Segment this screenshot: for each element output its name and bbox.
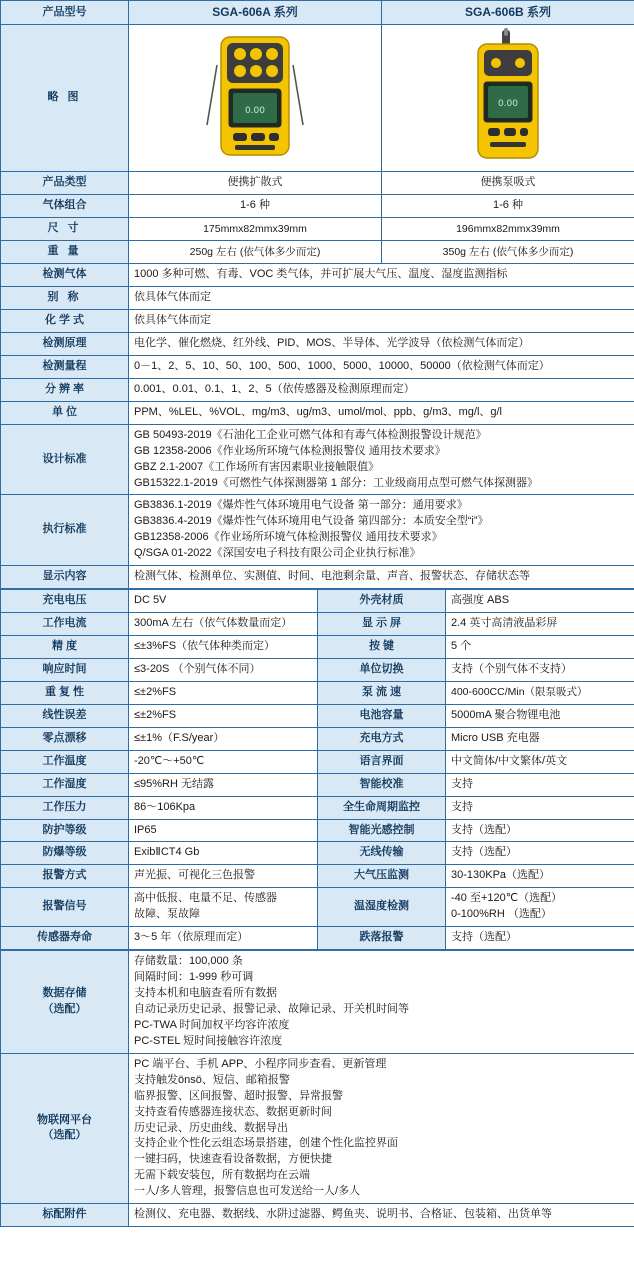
pair-left-value: -20℃～+50℃ bbox=[129, 750, 318, 773]
weight-label: 重 量 bbox=[1, 241, 129, 264]
data-storage-label-line2: （选配） bbox=[42, 1002, 87, 1015]
gas-combination-a-value: 1-6 种 bbox=[129, 195, 382, 218]
table-row-range bbox=[1, 355, 634, 378]
table-row-design-standard bbox=[1, 424, 634, 495]
iot-platform-line: 支持查看传感器连接状态、数据更新时间 bbox=[134, 1105, 332, 1118]
table-row-pair bbox=[1, 842, 634, 865]
iot-platform-line: 历史记录、历史曲线、数据导出 bbox=[134, 1121, 288, 1134]
table-row-pair bbox=[1, 636, 634, 659]
pair-left-label: 工作湿度 bbox=[1, 773, 129, 796]
iot-platform-line: 临界报警、区间报警、超时报警、异常报警 bbox=[134, 1089, 343, 1102]
pair-left-value: ≤±2%FS bbox=[129, 681, 318, 704]
pair-right-label: 无线传输 bbox=[318, 842, 446, 865]
pair-right-value: 5000mA 聚合物锂电池 bbox=[446, 704, 634, 727]
temp-humidity-value bbox=[446, 888, 634, 927]
iot-platform-label-line2: （选配） bbox=[42, 1129, 87, 1142]
pair-left-label: 报警方式 bbox=[1, 865, 129, 888]
table-row-resolution bbox=[1, 378, 634, 401]
alarm-signal-label: 报警信号 bbox=[1, 888, 129, 927]
data-storage-line: PC-STEL 短时间接触容许浓度 bbox=[134, 1034, 283, 1047]
diagram-label: 略 图 bbox=[1, 25, 129, 172]
table-row-diagram bbox=[1, 25, 634, 172]
pair-left-label: 工作电流 bbox=[1, 613, 129, 636]
pair-right-label: 单位切换 bbox=[318, 658, 446, 681]
table-row-accessories bbox=[1, 1204, 634, 1227]
table-row-alias bbox=[1, 287, 634, 310]
data-storage-line: 支持本机和电脑查看所有数据 bbox=[134, 987, 277, 1000]
pair-left-value: ≤3-20S （个别气体不同） bbox=[129, 658, 318, 681]
formula-label: 化 学 式 bbox=[1, 310, 129, 333]
design-standard-line: GBZ 2.1-2007《工作场所有害因素职业接触限值》 bbox=[134, 460, 380, 473]
range-label: 检测量程 bbox=[1, 355, 129, 378]
iot-platform-line: PC 端平台、手机 APP、小程序同步查看、更新管理 bbox=[134, 1057, 387, 1070]
display-content-label: 显示内容 bbox=[1, 566, 129, 589]
formula-value: 依具体气体而定 bbox=[129, 310, 634, 333]
pair-left-label: 响应时间 bbox=[1, 658, 129, 681]
pair-right-value: 2.4 英寸高清液晶彩屏 bbox=[446, 613, 634, 636]
product-image-b bbox=[382, 25, 634, 172]
model-label: 产品型号 bbox=[1, 1, 129, 25]
alarm-signal-value bbox=[129, 888, 318, 927]
iot-platform-list bbox=[129, 1053, 634, 1203]
pair-left-value: 86～106Kpa bbox=[129, 796, 318, 819]
unit-label: 单 位 bbox=[1, 401, 129, 424]
alias-label: 别 称 bbox=[1, 287, 129, 310]
pair-right-value: 支持（个别气体不支持） bbox=[446, 658, 634, 681]
svg-text:0.00: 0.00 bbox=[497, 99, 519, 110]
iot-platform-label bbox=[1, 1053, 129, 1203]
gas-combination-label: 气体组合 bbox=[1, 195, 129, 218]
weight-a-value: 250g 左右 (依气体多少而定) bbox=[129, 241, 382, 264]
specification-table-blocks bbox=[0, 950, 634, 1227]
temp-humidity-line: 0-100%RH （选配） bbox=[451, 908, 552, 921]
specification-table bbox=[0, 0, 634, 589]
iot-platform-line: 一人/多人管理，报警信息也可发送给一人/多人 bbox=[134, 1185, 361, 1198]
resolution-value: 0.001、0.01、0.1、1、2、5（依传感器及检测原理而定） bbox=[129, 378, 634, 401]
pair-right-value: 高强度 ABS bbox=[446, 590, 634, 613]
pair-left-label: 防爆等级 bbox=[1, 842, 129, 865]
table-row-product-type bbox=[1, 172, 634, 195]
pair-right-value: 支持（选配） bbox=[446, 819, 634, 842]
exec-standard-line: Q/SGA 01-2022《深国安电子科技有限公司企业执行标准》 bbox=[134, 547, 421, 560]
principle-label: 检测原理 bbox=[1, 332, 129, 355]
temp-humidity-label: 温湿度检测 bbox=[318, 888, 446, 927]
pair-left-label: 充电电压 bbox=[1, 590, 129, 613]
table-row-display-content bbox=[1, 566, 634, 589]
product-image-a bbox=[129, 25, 382, 172]
resolution-label: 分 辨 率 bbox=[1, 378, 129, 401]
pair-left-value: ≤95%RH 无结露 bbox=[129, 773, 318, 796]
pair-left-value: 声光振、可视化三色报警 bbox=[129, 865, 318, 888]
design-standard-line: GB 12358-2006《作业场所环境气体检测报警仪 通用技术要求》 bbox=[134, 444, 446, 457]
size-label: 尺 寸 bbox=[1, 218, 129, 241]
data-storage-line: 自动记录历史记录、报警记录、故障记录、开关机时间等 bbox=[134, 1002, 409, 1015]
design-standard-list bbox=[129, 424, 634, 495]
table-row-pair bbox=[1, 727, 634, 750]
pair-right-label: 泵 流 速 bbox=[318, 681, 446, 704]
pair-right-label: 智能校准 bbox=[318, 773, 446, 796]
sensor-life-value: 3～5 年（依原理而定） bbox=[129, 927, 318, 950]
alarm-signal-line: 故障、泵故障 bbox=[134, 908, 200, 921]
gas-detector-a-icon bbox=[199, 29, 311, 161]
exec-standard-list bbox=[129, 495, 634, 566]
series-a-header: SGA-606A 系列 bbox=[129, 1, 382, 25]
table-row-pair bbox=[1, 819, 634, 842]
table-row-sensor-life bbox=[1, 927, 634, 950]
table-row-exec-standard bbox=[1, 495, 634, 566]
pair-left-label: 工作压力 bbox=[1, 796, 129, 819]
pair-right-label: 大气压监测 bbox=[318, 865, 446, 888]
data-storage-line: 存储数量：100,000 条 bbox=[134, 955, 243, 968]
series-b-header: SGA-606B 系列 bbox=[382, 1, 634, 25]
pair-right-value: 30-130KPa（选配） bbox=[446, 865, 634, 888]
data-storage-label-line1: 数据存储 bbox=[42, 987, 87, 1000]
design-standard-line: GB 50493-2019《石油化工企业可燃气体和有毒气体检测报警设计规范》 bbox=[134, 428, 487, 441]
table-row-pair bbox=[1, 796, 634, 819]
table-row-pair bbox=[1, 865, 634, 888]
gas-detector-b-icon bbox=[458, 28, 558, 162]
temp-humidity-line: -40 至+120℃（选配） bbox=[451, 892, 563, 905]
pair-right-label: 语言界面 bbox=[318, 750, 446, 773]
data-storage-list bbox=[129, 951, 634, 1054]
size-b-value: 196mmx82mmx39mm bbox=[382, 218, 634, 241]
accessories-label: 标配附件 bbox=[1, 1204, 129, 1227]
pair-right-label: 充电方式 bbox=[318, 727, 446, 750]
table-row-pair bbox=[1, 681, 634, 704]
pair-left-value: ≤±1%（F.S/year） bbox=[129, 727, 318, 750]
pair-left-value: DC 5V bbox=[129, 590, 318, 613]
design-standard-label: 设计标准 bbox=[1, 424, 129, 495]
sensor-life-label: 传感器寿命 bbox=[1, 927, 129, 950]
iot-platform-line: 无需下载安装包，所有数据均在云端 bbox=[134, 1169, 310, 1182]
detect-gas-value: 1000 多种可燃、有毒、VOC 类气体，并可扩展大气压、温度、湿度监测指标 bbox=[129, 264, 634, 287]
principle-value: 电化学、催化燃烧、红外线、PID、MOS、半导体、光学波导（依检测气体而定） bbox=[129, 332, 634, 355]
table-row-pair bbox=[1, 750, 634, 773]
iot-platform-line: 一键扫码，快速查看设备数据，方便快捷 bbox=[134, 1153, 332, 1166]
pair-left-label: 工作温度 bbox=[1, 750, 129, 773]
pair-right-value: 支持 bbox=[446, 773, 634, 796]
pair-left-label: 零点漂移 bbox=[1, 727, 129, 750]
pair-left-value: IP65 bbox=[129, 819, 318, 842]
alias-value: 依具体气体而定 bbox=[129, 287, 634, 310]
table-row-alarm-signal bbox=[1, 888, 634, 927]
data-storage-label bbox=[1, 951, 129, 1054]
drop-alarm-label: 跌落报警 bbox=[318, 927, 446, 950]
product-type-b-value: 便携泵吸式 bbox=[382, 172, 634, 195]
pair-right-value: 支持 bbox=[446, 796, 634, 819]
table-row-header bbox=[1, 1, 634, 25]
pair-left-label: 线性误差 bbox=[1, 704, 129, 727]
detect-gas-label: 检测气体 bbox=[1, 264, 129, 287]
exec-standard-line: GB12358-2006《作业场所环境气体检测报警仪 通用技术要求》 bbox=[134, 531, 443, 544]
size-a-value: 175mmx82mmx39mm bbox=[129, 218, 382, 241]
pair-left-value: ExibⅡCT4 Gb bbox=[129, 842, 318, 865]
accessories-value: 检测仪、充电器、数据线、水阱过滤器、鳄鱼夹、说明书、合格证、包装箱、出货单等 bbox=[129, 1204, 634, 1227]
pair-left-value: 300mA 左右（依气体数量而定） bbox=[129, 613, 318, 636]
svg-text:0.00: 0.00 bbox=[244, 106, 266, 117]
pair-right-value: Micro USB 充电器 bbox=[446, 727, 634, 750]
iot-platform-line: 支持触发önsö、短信、邮箱报警 bbox=[134, 1073, 290, 1086]
exec-standard-line: GB3836.4-2019《爆炸性气体环境用电气设备 第四部分：本质安全型“i”》 bbox=[134, 515, 489, 528]
drop-alarm-value: 支持（选配） bbox=[446, 927, 634, 950]
design-standard-line: GB15322.1-2019《可燃性气体探测器第 1 部分：工业级商用点型可燃气体探测器》 bbox=[134, 476, 539, 489]
table-row-pair bbox=[1, 590, 634, 613]
pair-left-label: 防护等级 bbox=[1, 819, 129, 842]
table-row-data-storage bbox=[1, 951, 634, 1054]
data-storage-line: 间隔时间：1-999 秒可调 bbox=[134, 971, 254, 984]
pair-left-value: ≤±2%FS bbox=[129, 704, 318, 727]
product-type-label: 产品类型 bbox=[1, 172, 129, 195]
specification-table-pairs bbox=[0, 589, 634, 950]
table-row-pair bbox=[1, 773, 634, 796]
table-row-detect-gas bbox=[1, 264, 634, 287]
table-row-pair bbox=[1, 704, 634, 727]
pair-left-value: ≤±3%FS（依气体种类而定） bbox=[129, 636, 318, 659]
unit-value: PPM、%LEL、%VOL、mg/m3、ug/m3、umol/mol、ppb、g/m3、mg/l、g/l bbox=[129, 401, 634, 424]
pair-right-label: 按 键 bbox=[318, 636, 446, 659]
table-row-iot-platform bbox=[1, 1053, 634, 1203]
pair-right-value: 400-600CC/Min（限泵吸式） bbox=[446, 681, 634, 704]
alarm-signal-line: 高中低报、电量不足、传感器 bbox=[134, 892, 277, 905]
iot-platform-label-line1: 物联网平台 bbox=[37, 1113, 92, 1126]
table-row-weight bbox=[1, 241, 634, 264]
table-row-size bbox=[1, 218, 634, 241]
iot-platform-line: 支持企业个性化云组态场景搭建，创建个性化监控界面 bbox=[134, 1137, 398, 1150]
table-row-gas-combination bbox=[1, 195, 634, 218]
pair-right-label: 显 示 屏 bbox=[318, 613, 446, 636]
table-row-formula bbox=[1, 310, 634, 333]
table-row-pair bbox=[1, 658, 634, 681]
exec-standard-line: GB3836.1-2019《爆炸性气体环境用电气设备 第一部分：通用要求》 bbox=[134, 499, 468, 512]
pair-left-label: 重 复 性 bbox=[1, 681, 129, 704]
product-type-a-value: 便携扩散式 bbox=[129, 172, 382, 195]
weight-b-value: 350g 左右 (依气体多少而定) bbox=[382, 241, 634, 264]
data-storage-line: PC-TWA 时间加权平均容许浓度 bbox=[134, 1018, 290, 1031]
pair-right-value: 中文简体/中文繁体/英文 bbox=[446, 750, 634, 773]
exec-standard-label: 执行标准 bbox=[1, 495, 129, 566]
pair-right-label: 电池容量 bbox=[318, 704, 446, 727]
pair-right-value: 5 个 bbox=[446, 636, 634, 659]
display-content-value: 检测气体、检测单位、实测值、时间、电池剩余量、声音、报警状态、存储状态等 bbox=[129, 566, 634, 589]
pair-right-label: 全生命周期监控 bbox=[318, 796, 446, 819]
pair-right-label: 智能光感控制 bbox=[318, 819, 446, 842]
table-row-principle bbox=[1, 332, 634, 355]
range-value: 0－1、2、5、10、50、100、500、1000、5000、10000、50000（依检测气体而定） bbox=[129, 355, 634, 378]
gas-combination-b-value: 1-6 种 bbox=[382, 195, 634, 218]
table-row-pair bbox=[1, 613, 634, 636]
table-row-unit bbox=[1, 401, 634, 424]
pair-left-label: 精 度 bbox=[1, 636, 129, 659]
pair-right-value: 支持（选配） bbox=[446, 842, 634, 865]
pair-right-label: 外壳材质 bbox=[318, 590, 446, 613]
